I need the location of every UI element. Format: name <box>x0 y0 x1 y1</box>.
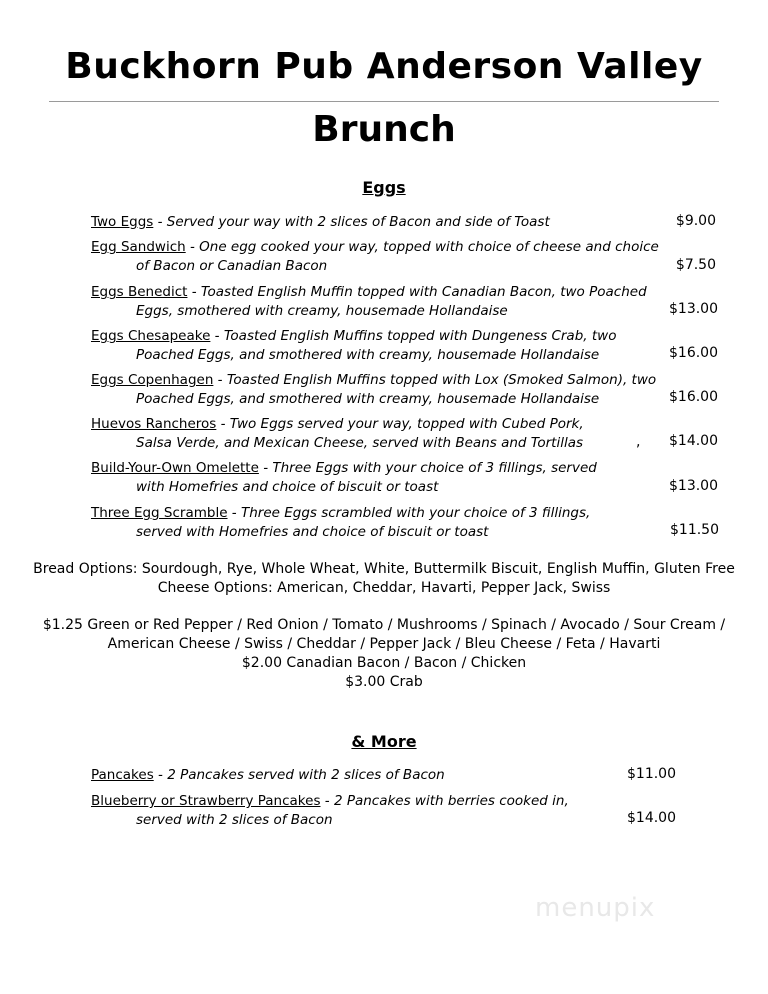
item-description-cont: Poached Eggs, and smothered with creamy, housemade Hollandaise <box>136 347 600 363</box>
item-price: $9.00 <box>675 213 716 229</box>
header-divider <box>49 101 719 102</box>
item-description-cont: served with Homefries and choice of biscuit or toast <box>136 524 489 540</box>
item-description: - 2 Pancakes served with 2 slices of Bacon <box>153 767 445 783</box>
menupix-watermark: menupix <box>535 893 656 923</box>
item-description: - One egg cooked your way, topped with choice of cheese and choice <box>185 239 659 255</box>
item-price: $11.00 <box>627 766 676 782</box>
filling-options-line-1: $1.25 Green or Red Pepper / Red Onion / Tomato / Mushrooms / Spinach / Avocado / Sour Cream / <box>42 617 726 633</box>
menu-item-pancakes <box>91 766 445 785</box>
item-description: - Two Eggs served your way, topped with Cubed Pork, <box>216 416 584 432</box>
item-price: $13.00 <box>669 478 718 494</box>
item-name: Pancakes <box>91 767 154 783</box>
item-description: - Toasted English Muffin topped with Canadian Bacon, two Poached <box>187 284 647 300</box>
menu-item-berry-pancakes <box>91 792 569 830</box>
item-price: $7.50 <box>675 257 716 273</box>
menu-title: Buckhorn Pub Anderson Valley <box>65 46 703 87</box>
item-name: Huevos Rancheros <box>91 416 217 432</box>
item-price: $16.00 <box>669 345 718 361</box>
item-description: - Toasted English Muffins topped with Lox (Smoked Salmon), two <box>213 372 657 388</box>
menu-item-eggs-copenhagen <box>91 371 656 409</box>
item-name: Blueberry or Strawberry Pancakes <box>91 793 321 809</box>
item-name: Egg Sandwich <box>91 239 186 255</box>
section-title-more: & More <box>351 732 417 751</box>
item-description: - Three Eggs scrambled with your choice of 3 fillings, <box>227 505 591 521</box>
bread-options: Bread Options: Sourdough, Rye, Whole Wheat, White, Buttermilk Biscuit, English Muffin, Gluten Free <box>33 561 735 577</box>
menu-item-eggs-chesapeake <box>91 327 616 365</box>
item-price: $11.50 <box>670 522 719 538</box>
item-description: - Served your way with 2 slices of Bacon and side of Toast <box>153 214 550 230</box>
filling-options-line-3: $2.00 Canadian Bacon / Bacon / Chicken <box>241 655 527 671</box>
item-name: Build-Your-Own Omelette <box>91 460 259 476</box>
section-title-eggs: Eggs <box>362 178 406 197</box>
item-name: Eggs Chesapeake <box>91 328 211 344</box>
cheese-options: Cheese Options: American, Cheddar, Havarti, Pepper Jack, Swiss <box>157 580 611 596</box>
menu-item-two-eggs <box>91 213 550 232</box>
menu-subtitle: Brunch <box>312 109 456 150</box>
filling-options-line-4: $3.00 Crab <box>345 674 423 690</box>
menu-item-eggs-benedict <box>91 283 647 321</box>
menu-item-build-your-own-omelette <box>91 459 597 497</box>
item-description-cont: of Bacon or Canadian Bacon <box>136 258 328 274</box>
item-name: Three Egg Scramble <box>91 505 228 521</box>
item-name: Two Eggs <box>91 214 154 230</box>
item-description-cont: Eggs, smothered with creamy, housemade Hollandaise <box>136 303 508 319</box>
item-description: - 2 Pancakes with berries cooked in, <box>320 793 569 809</box>
menu-item-huevos-rancheros <box>91 415 584 453</box>
filling-options-line-2: American Cheese / Swiss / Cheddar / Pepper Jack / Bleu Cheese / Feta / Havarti <box>107 636 661 652</box>
menu-item-egg-sandwich <box>91 238 659 276</box>
item-name: Eggs Benedict <box>91 284 188 300</box>
item-price: $14.00 <box>627 810 676 826</box>
item-description: - Toasted English Muffins topped with Dungeness Crab, two <box>210 328 617 344</box>
item-description-cont: Poached Eggs, and smothered with creamy, housemade Hollandaise <box>136 391 600 407</box>
item-description-cont: served with 2 slices of Bacon <box>136 812 333 828</box>
item-price: $14.00 <box>669 433 718 449</box>
stray-comma: , <box>636 434 641 450</box>
item-description-cont: with Homefries and choice of biscuit or toast <box>136 479 439 495</box>
item-price: $13.00 <box>669 301 718 317</box>
item-description: - Three Eggs with your choice of 3 fillings, served <box>258 460 597 476</box>
item-description-cont: Salsa Verde, and Mexican Cheese, served with Beans and Tortillas <box>136 435 584 451</box>
item-price: $16.00 <box>669 389 718 405</box>
item-name: Eggs Copenhagen <box>91 372 214 388</box>
menu-item-three-egg-scramble <box>91 504 590 542</box>
